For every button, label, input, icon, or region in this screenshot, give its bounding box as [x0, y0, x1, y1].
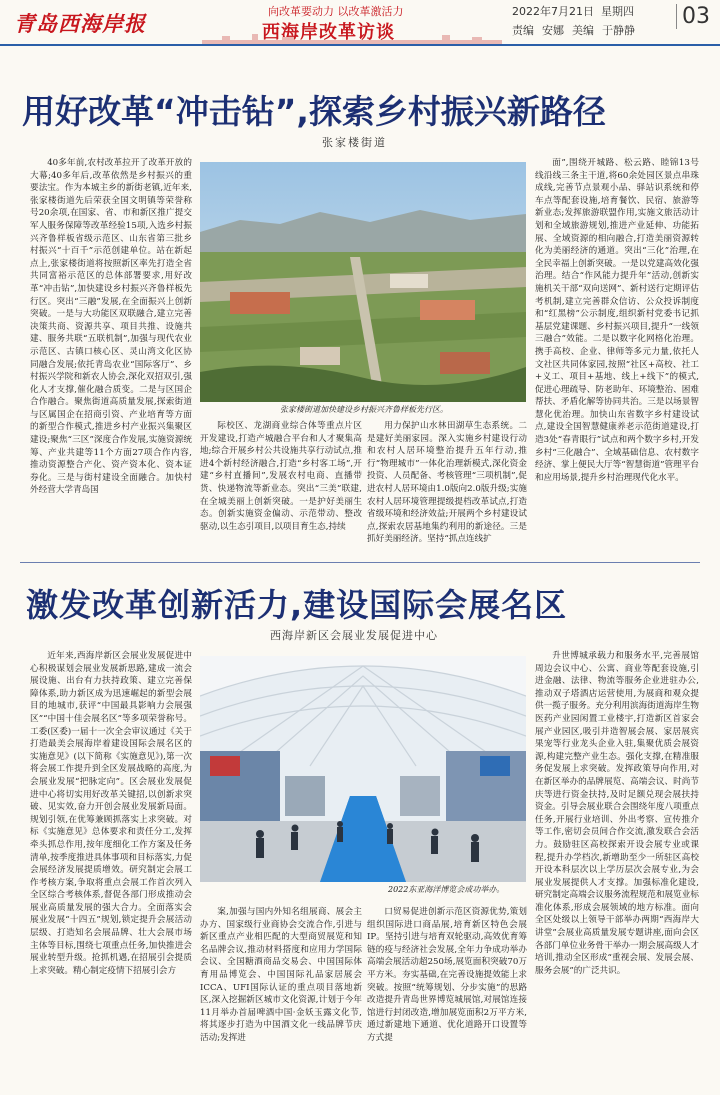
newspaper-logo: 青岛西海岸报	[14, 11, 146, 36]
article2-photo	[200, 656, 526, 882]
masthead-slogan: 向改革要动力 以改革激活力	[268, 5, 404, 18]
article2-column-3: 口贸易促进创新示范区资源优势,策划组织国际进口商品展,培育新区特色会展IP。坚持引进与培育双轮驱动,高效优育筹链的疫与经济社会发展,全年力争成功举办高端会展活动超250场,展览面积突破70万平方米。夯实基础,在完善设施提效能上求突破。按照“统筹规划、分步实施”的思路改造提升青岛世界博览城展馆,对展馆连接馆进行封闭改造,增加展览面积2万平方米,通过新建地下通道、优化道路开口设置等方式提	[367, 907, 527, 1043]
article2-photo-caption: 2022东亚海洋博览会成功举办。	[388, 885, 505, 894]
article1-headline: 用好改革“冲击钻”,探索乡村振兴新路径	[22, 92, 606, 131]
article1-photo	[200, 162, 526, 402]
article2-column-1: 近年来,西海岸新区会展业发展促进中心积极谋划会展业发展新思路,建成一流会展设施、出台有力扶持政策、建立完善保障体系,助力新区成为迅速崛起的新型会展目的地城市,获评“中国最具影响力会展强区”“中国十佳会展名区”等多项荣誉称号。工委(区委)一届十一次全会审议通过《关于打造最美会展海岸着建设国际会展名区的实施意见》(以下简称《实施意见》),第一次将会展工作提升到全区发展战略的高度,为会展业发展“把脉定向”。区会展业发展促进中心将切实用好改革关键招,以创新求突破、见实效,奋力开创会展业发展新局面。规划引领,在优筹兼顾抓落实上求突破。对标《实施意见》总体要求和责任分工,发挥牵头抓总作用,按年度细化工作方案及任务清单,按季度推进具体事项和目标落实,力促会展经济发展提质增效。研究制定会展工作考核方案,争取将重点会展工作首次列入全区综合考核体系,督促各部门形成推动会展业高质量发展的强大合力。全面落实会展业发展“十四五”规划,锁定提升会展活动层级、打造知名会展品牌、壮大会展市场主体等目标,围绕七项重点任务,加快推进会展业转型升级。抢抓机遇,在招展引会提质上求突破。精心制定疫情下招展引会方	[30, 651, 192, 976]
article2-headline: 激发改革创新活力,建设国际会展名区	[26, 586, 568, 624]
page-number: 03	[676, 4, 710, 29]
village-aerial-photo	[200, 162, 526, 402]
issue-weekday: 星期四	[601, 5, 634, 18]
issue-date: 2022年7月21日 星期四	[512, 5, 634, 18]
skyline-decoration-icon	[202, 30, 502, 44]
article1-column-3: 用力保护山水林田湖草生态系统。二是建好美丽家园。深入实施乡村建设行动和农村人居环境整治提升五年行动,推行“物理城市”一体化治理新模式,深化资金投资、人员配备、考核管理“三项机制”,促进农村人居环境由1.0版向2.0版升级;实施农村人居环境管理提级提档改革试点,打造省级环境和经济效益;开展两个乡村建设试点,探索农居基地集约利用的新途径。三是抓好美丽经济。坚持“抓点连线扩	[367, 421, 527, 545]
article1-byline: 张家楼街道	[322, 136, 387, 149]
column-title: 西海岸改革访谈	[262, 22, 395, 43]
section-divider	[20, 562, 700, 563]
article2-column-2: 案,加强与国内外知名组展商、展会主办方、国家级行业商协会交流合作,引进与新区重点产业相匹配的大型商贸展览和知名品牌会议,推动材料搭度和应用力学国际会议、全国糖酒商品交易会、中国国际体育用品博览会、中国国际礼品家居展会ICCA、UFI国际认证的重点项目落地新区,深入挖掘新区城市文化资源,计划于今年11月举办首届啤酒中国·金妖玉露文化节,将其逐步打造为中国酒文化一线品牌节庆活动;发挥进	[200, 907, 362, 1043]
article1-column-2: 际校区、龙湖商业综合体等重点片区开发建设,打造产城融合平台和人才聚集高地;综合开展乡村公共设施共享行动试点,推进4个新村经济融合,打造“乡村客工场”,开建“乡村直播间”,发展农村电商、直播带货、快递物流等新业态。突出“三美”联建,在全城美丽上创新突破。一是护好美丽生态。创新实施资金偏动、示范带动、整改驱动,以生态引项目,以项目育生态,持续	[200, 421, 362, 532]
article2-column-4: 升世博城承载力和服务水平,完善展馆周边会议中心、公寓、商业等配套设施,引进金融、法律、物流等服务企业进驻办公,推动双子塔酒店运营使用,为展商和观众提供一揽子服务。充分利用滨海街道海岸生物医药产业园闲置工业楼宇,打造新区首家会展产业园区,吸引并造智展会展、家居展宾果宠等行业龙头企业入驻,集聚优质会展资源,构建完整产业生态。强化支撑,在精准服务促发展上求突破。发挥政策导向作用,对在新区举办的品牌展览、高端会议、时尚节庆等进行资金扶持,及时足额兑现会展扶持资金。引导会展业联合会围绕年度八项重点任务,开展行业培训、外出考察、宣传推介等工作,密切会员间合作交流,激发联合会活力。鼓励驻区高校探索开设会展专业或课程,提升办学档次,新增助至少一所驻区高校开设本科层次以上学历层次会展专业,为会展业发展提供人才支撑。加强标准化建设,研究制定高端会议服务流程规范和展览业标准化体系,形成会展领域的地方标准。面向全区处级以上领导干部举办两期“西海岸大讲堂”会展业高质量发展专题讲座,面向会区各部门单位业务骨干举办一期会展高级人才培训,推动全区形成“重视会展、发展会展、服务会展”的广泛共识。	[535, 651, 699, 976]
article2-byline: 西海岸新区会展业发展促进中心	[270, 629, 438, 642]
article1-column-4: 面”,围绕开城路、松云路、睦锦13号线沿线三条主干道,将60余处园区景点串珠成线,完善节点景观小品、驿站识系统和停车点等配套设施,培育餐饮、民宿、旅游等新业态;发挥旅游联盟作用,实施文旅活动计划和全域旅游规划,推进产业延伸、功能拓展、全域资源的相向融合,打造美丽资源转化为美丽经济的通道。突出“三化”治理,在全民幸福上创新突破。一是以党建高效化强治理。结合“作风能力提升年”活动,创新实施机关干部“双向送网”、新村送行定期评估考机制,建立完善群众信访、公众投诉制度和“红黑榜”公示制度,组织新村党委书记抓基层党建课题、乡村振兴项目,提升“一线领三融合”效能。二是以数字化网格化治理。携手高校、企业、律师等多元力量,依托人文社区共同体家园,按照“社区+高校、社工+义工、项目+基地、线上+线下”的模式,促进心理疏导、防老助年、环境整治、困难帮扶、矛盾化解等协同共治。三是以场景智慧化优治理。加快山东省数字乡村建设试点,建设全国智慧健康养老示范街道建设,打造3处“春青眼行”试点和两个数字乡村,开发乡村“三化融合”、全域基础信息、农村数字经济、掌上便民大厅等“智慧街道”管理平台和应用场景,提升乡村治理现代化水平。	[535, 158, 699, 483]
editor-credits: 责编 安娜 美编 于静静	[512, 24, 635, 37]
article1-photo-caption: 张家楼街道加快建设乡村振兴齐鲁样板先行区。	[280, 405, 448, 414]
exhibition-hall-photo	[200, 656, 526, 882]
article1-column-1: 40多年前,农村改革拉开了改革开放的大幕;40多年后,改革依然是乡村振兴的重要法宝。作为本城主乡的新街老镇,近年来,张家楼街道先后荣获全国文明镇等荣誉称号20余项,在国家、省、市和新区推广提交军人服务保障等改革经验15项,入选乡村振兴齐鲁样板省级示范区、山东省第三批乡村振兴“十百千”示范创建单位。站在新起点上,张家楼街道将按照新区率先打造全省共同富裕示范区的总体部署要求,用好改革“冲击钻”,加快建设乡村振兴齐鲁样板先行区。突出“三融”发展,在全面振兴上创新突破。一是与大功能区双联融合,建立完善决策共商、资源共享、项目共推、设施共建、服务共联“五联机制”,加强与现代农业示范区、古镇口核心区、灵山湾文化区协同融合发展;依托青岛农业“国际客厅”、乡村振兴学院和新农人协会,深化双招双引,强化人才支撑,催化融合质变。二是与区国企合作融合。聚焦街道高质量发展,探索街道与区属国企在招商引资、产业培育等方面的新型合作模式,推进乡村产业振兴集聚区建设;聚焦“三区”深度合作发展,实施资源统筹、产业共建等11个方面27项合作内容,推动资源整合产化、资产资本化、资本证券化。三是与街村建设全面融合。加快村外经营大学青岛国	[30, 158, 192, 496]
masthead	[0, 0, 720, 46]
